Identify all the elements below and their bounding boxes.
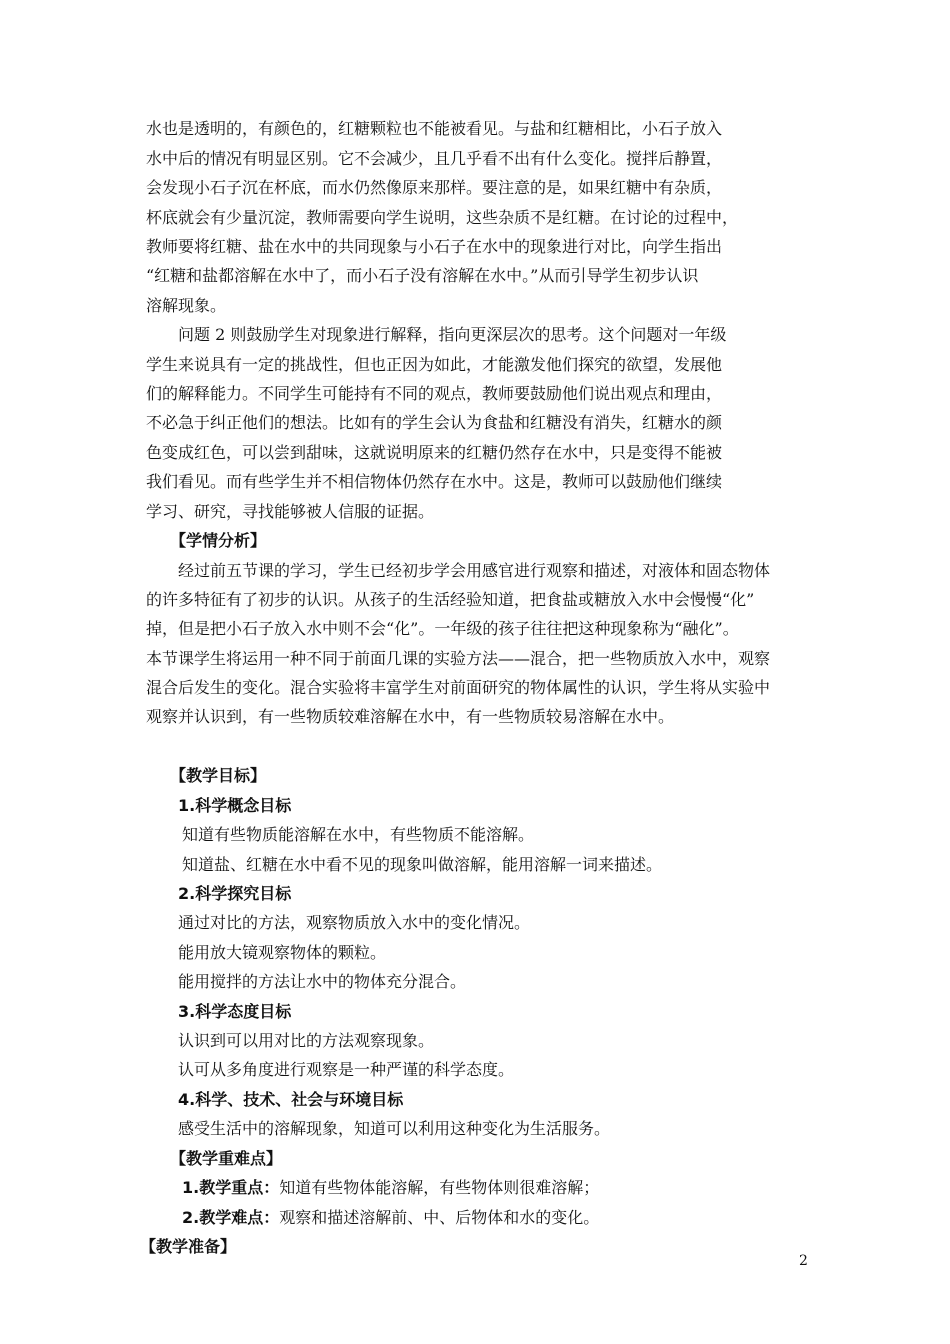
- paragraph-line: 本节课学生将运用一种不同于前面几课的实验方法——混合，把一些物质放入水中，观察: [146, 649, 771, 668]
- goal-title-inquiry: 2.科学探究目标: [178, 884, 292, 903]
- paragraph-line: 会发现小石子沉在杯底，而水仍然像原来那样。要注意的是，如果红糖中有杂质，: [146, 178, 723, 197]
- goal-line: 通过对比的方法，观察物质放入水中的变化情况。: [178, 913, 531, 932]
- section-heading-xueqing: 【学情分析】: [170, 531, 267, 550]
- paragraph-line: 学习、研究，寻找能够被人信服的证据。: [146, 502, 435, 521]
- paragraph-line: 们的解释能力。不同学生可能持有不同的观点，教师要鼓励他们说出观点和理由，: [146, 384, 723, 403]
- paragraph-line: “红糖和盐都溶解在水中了，而小石子没有溶解在水中。”从而引导学生初步认识: [146, 266, 699, 285]
- difficult-point-label: 2.教学难点：: [182, 1208, 280, 1227]
- key-point-text: 知道有些物体能溶解，有些物体则很难溶解；: [279, 1178, 600, 1197]
- section-heading-mubiao: 【教学目标】: [170, 766, 267, 785]
- paragraph-line: 掉，但是把小石子放入水中则不会“化”。一年级的孩子往往把这种现象称为“融化”。: [146, 619, 739, 638]
- paragraph-line: 杯底就会有少量沉淀，教师需要向学生说明，这些杂质不是红糖。在讨论的过程中，: [146, 208, 739, 227]
- difficult-point-text: 观察和描述溶解前、中、后物体和水的变化。: [279, 1208, 600, 1227]
- page-number: 2: [799, 1253, 808, 1269]
- goal-line: 认识到可以用对比的方法观察现象。: [178, 1031, 435, 1050]
- goal-title-stse: 4.科学、技术、社会与环境目标: [178, 1090, 404, 1109]
- paragraph-line: 观察并认识到，有一些物质较难溶解在水中，有一些物质较易溶解在水中。: [146, 707, 675, 726]
- goal-title-attitude: 3.科学态度目标: [178, 1002, 292, 1021]
- goal-line: 能用搅拌的方法让水中的物体充分混合。: [178, 972, 467, 991]
- section-heading-zhongnandian: [170, 1148, 282, 1170]
- paragraph-line: 经过前五节课的学习，学生已经初步学会用感官进行观察和描述，对液体和固态物体: [178, 561, 771, 580]
- goal-line: 知道有些物质能溶解在水中，有些物质不能溶解。: [182, 825, 535, 844]
- section-heading-zhongnandian-text: 【教学重难点】: [170, 1149, 283, 1168]
- paragraph-line: 教师要将红糖、盐在水中的共同现象与小石子在水中的现象进行对比，向学生指出: [146, 237, 723, 256]
- section-heading-zhunbei: 【教学准备】: [140, 1237, 237, 1256]
- goal-line: 能用放大镜观察物体的颗粒。: [178, 943, 387, 962]
- key-point-line: [182, 1177, 599, 1199]
- paragraph-line: 色变成红色，可以尝到甜味，这就说明原来的红糖仍然存在水中，只是变得不能被: [146, 443, 723, 462]
- paragraph-line: 水也是透明的，有颜色的，红糖颗粒也不能被看见。与盐和红糖相比，小石子放入: [146, 119, 723, 138]
- goal-title-concept: 1.科学概念目标: [178, 796, 292, 815]
- paragraph-line: 不必急于纠正他们的想法。比如有的学生会认为食盐和红糖没有消失，红糖水的颜: [146, 413, 723, 432]
- difficult-point-line: [182, 1207, 599, 1229]
- paragraph-line: 我们看见。而有些学生并不相信物体仍然存在水中。这是，教师可以鼓励他们继续: [146, 472, 723, 491]
- key-point-label: 1.教学重点：: [182, 1178, 280, 1197]
- goal-line: 感受生活中的溶解现象，知道可以利用这种变化为生活服务。: [178, 1119, 611, 1138]
- goal-line: 认可从多角度进行观察是一种严谨的科学态度。: [178, 1060, 515, 1079]
- paragraph-line: 溶解现象。: [146, 296, 227, 315]
- paragraph-line: 混合后发生的变化。混合实验将丰富学生对前面研究的物体属性的认识，学生将从实验中: [146, 678, 771, 697]
- paragraph-line: 水中后的情况有明显区别。它不会减少，且几乎看不出有什么变化。搅拌后静置，: [146, 149, 723, 168]
- goal-line: 知道盐、红糖在水中看不见的现象叫做溶解，能用溶解一词来描述。: [182, 855, 663, 874]
- paragraph-line: 学生来说具有一定的挑战性，但也正因为如此，才能激发他们探究的欲望，发展他: [146, 355, 723, 374]
- paragraph-line: 问题 2 则鼓励学生对现象进行解释，指向更深层次的思考。这个问题对一年级: [178, 325, 727, 344]
- paragraph-line: 的许多特征有了初步的认识。从孩子的生活经验知道，把食盐或糖放入水中会慢慢“化”: [146, 590, 755, 609]
